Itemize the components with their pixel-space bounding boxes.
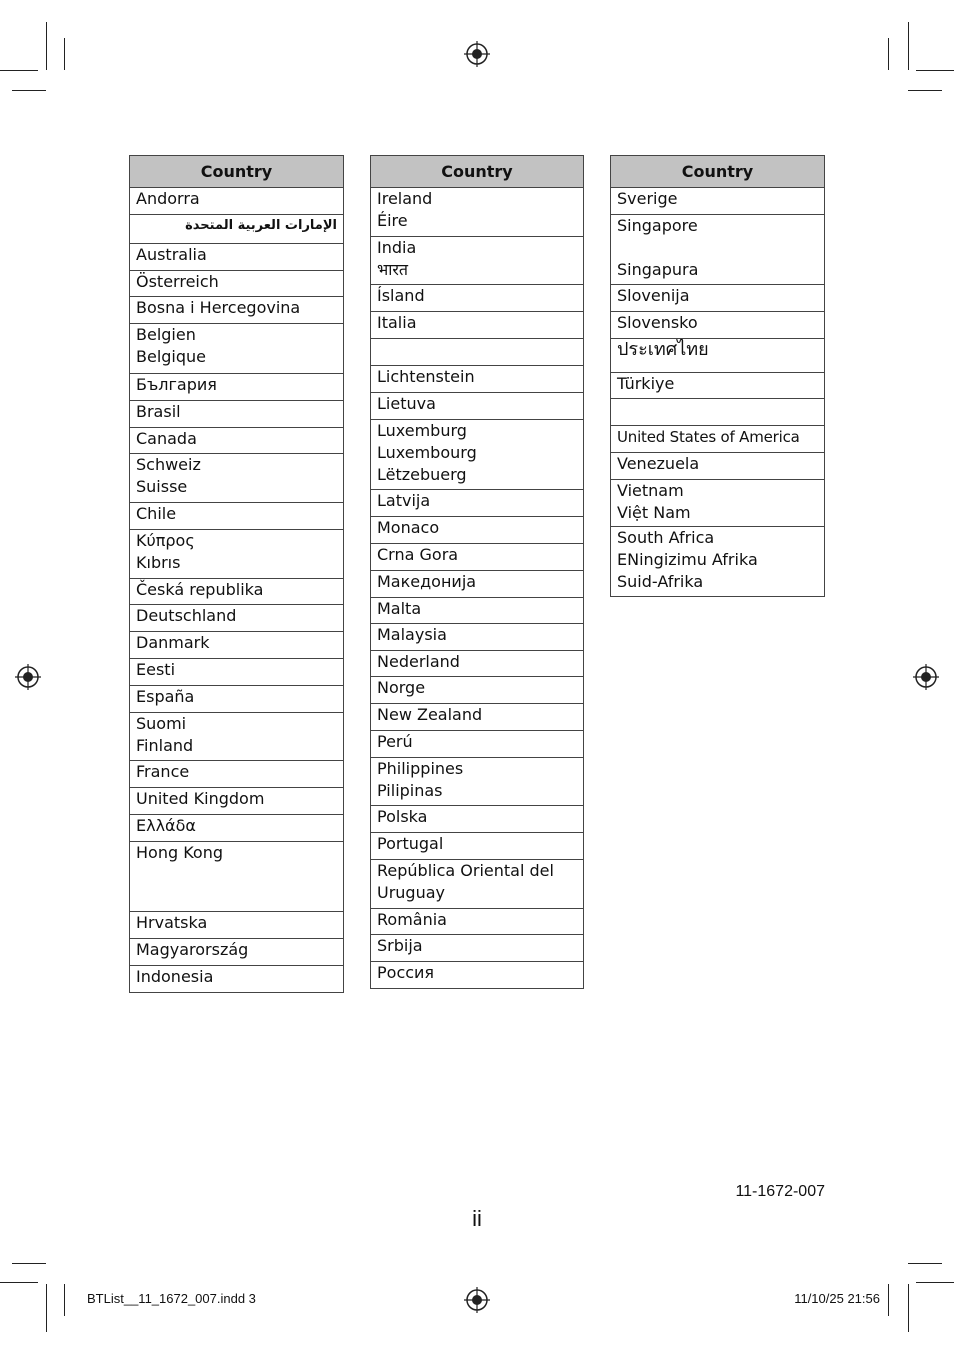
column-header-country: Country	[371, 156, 584, 188]
crop-mark	[888, 1284, 889, 1316]
crop-mark	[0, 70, 38, 71]
country-name: Slovenija	[611, 285, 825, 312]
country-name: Slovensko	[611, 312, 825, 339]
country-name: Österreich	[130, 271, 344, 297]
table-row	[371, 188, 584, 237]
country-name: Magyarország	[130, 939, 344, 966]
registration-mark-icon	[464, 1287, 490, 1313]
table-row	[611, 188, 825, 215]
country-name: Hong Kong	[130, 842, 344, 912]
table-row	[130, 713, 344, 761]
country-name: Canada	[130, 428, 344, 454]
table-row	[371, 677, 584, 704]
table-row	[371, 285, 584, 312]
country-name: Latvija	[371, 490, 584, 517]
country-name: Malta	[371, 598, 584, 624]
table-row	[371, 544, 584, 571]
table-row	[130, 939, 344, 966]
table-row	[371, 598, 584, 624]
country-name: România	[371, 909, 584, 935]
country-name: France	[130, 761, 344, 788]
table-row	[130, 632, 344, 659]
table-row	[611, 399, 825, 426]
table-row	[130, 815, 344, 842]
table-row	[611, 312, 825, 339]
country-name: ประเทศไทย	[611, 339, 825, 373]
country-name: Polska	[371, 806, 584, 833]
page-number: ii	[472, 1206, 482, 1231]
crop-mark	[46, 1284, 47, 1332]
table-row	[130, 966, 344, 993]
table-row	[130, 188, 344, 215]
table-row	[130, 215, 344, 244]
table-row	[371, 962, 584, 989]
crop-mark	[12, 90, 46, 91]
table-row	[130, 324, 344, 374]
table-row	[371, 833, 584, 860]
country-name: Crna Gora	[371, 544, 584, 571]
country-name: New Zealand	[371, 704, 584, 731]
crop-mark	[64, 38, 65, 70]
table-row	[371, 758, 584, 806]
crop-mark	[908, 1284, 909, 1332]
table-row	[371, 393, 584, 420]
table-row	[611, 480, 825, 527]
country-name: Россия	[371, 962, 584, 989]
document-number: 11-1672-007	[735, 1183, 825, 1200]
crop-mark	[888, 38, 889, 70]
crop-mark	[46, 22, 47, 70]
crop-mark	[908, 90, 942, 91]
country-name: Chile	[130, 503, 344, 530]
country-name: República Oriental del Uruguay	[371, 860, 584, 909]
country-name: United Kingdom	[130, 788, 344, 815]
country-name: Eesti	[130, 659, 344, 686]
table-row	[611, 215, 825, 285]
registration-mark-icon	[15, 664, 41, 690]
country-name: Philippines Pilipinas	[371, 758, 584, 806]
country-name: Suomi Finland	[130, 713, 344, 761]
crop-mark	[64, 1284, 65, 1316]
table-row	[371, 860, 584, 909]
table-row	[611, 453, 825, 480]
country-table-1	[129, 155, 344, 993]
table-row	[371, 651, 584, 677]
table-row	[371, 935, 584, 962]
country-name: الإمارات العربية المتحدة	[130, 215, 344, 244]
table-row	[371, 806, 584, 833]
table-row	[130, 530, 344, 579]
registration-mark-icon	[913, 664, 939, 690]
table-row	[371, 312, 584, 339]
crop-mark	[908, 22, 909, 70]
slug-datetime: 11/10/25 21:56	[794, 1291, 880, 1306]
table-row	[130, 842, 344, 912]
table-row	[130, 297, 344, 324]
country-name: Norge	[371, 677, 584, 704]
country-table-2	[370, 155, 584, 989]
country-name: India भारत	[371, 237, 584, 285]
crop-mark	[916, 1282, 954, 1283]
country-name: España	[130, 686, 344, 713]
country-name: South Africa ENingizimu Afrika Suid-Afrika	[611, 527, 825, 597]
table-row	[130, 454, 344, 503]
table-row	[371, 624, 584, 651]
table-row	[371, 571, 584, 598]
table-row	[371, 731, 584, 758]
slug-filename: BTList__11_1672_007.indd 3	[87, 1291, 256, 1306]
country-name: Sverige	[611, 188, 825, 215]
country-name: Venezuela	[611, 453, 825, 480]
country-name: Indonesia	[130, 966, 344, 993]
table-row	[611, 373, 825, 399]
country-name: Česká republika	[130, 579, 344, 605]
crop-mark	[0, 1282, 38, 1283]
table-row	[611, 285, 825, 312]
crop-mark	[916, 70, 954, 71]
country-name: Vietnam Việt Nam	[611, 480, 825, 527]
country-name: Deutschland	[130, 605, 344, 632]
table-row	[371, 366, 584, 393]
table-row	[611, 527, 825, 597]
country-name: Lichtenstein	[371, 366, 584, 393]
crop-mark	[908, 1263, 942, 1264]
country-name: Hrvatska	[130, 912, 344, 939]
table-row	[611, 339, 825, 373]
table-row	[130, 788, 344, 815]
country-name: Nederland	[371, 651, 584, 677]
country-name: Srbija	[371, 935, 584, 962]
table-row	[371, 517, 584, 544]
table-row	[130, 244, 344, 271]
country-name: Perú	[371, 731, 584, 758]
table-row	[130, 686, 344, 713]
country-name: Belgien Belgique	[130, 324, 344, 374]
country-name: Türkiye	[611, 373, 825, 399]
country-name: Ελλάδα	[130, 815, 344, 842]
table-row	[371, 420, 584, 490]
table-row	[611, 426, 825, 453]
country-name: България	[130, 374, 344, 401]
table-row	[130, 579, 344, 605]
column-header-country: Country	[130, 156, 344, 188]
crop-mark	[12, 1263, 46, 1264]
country-name: Australia	[130, 244, 344, 271]
country-name: Κύπρος Kıbrıs	[130, 530, 344, 579]
table-row	[130, 401, 344, 428]
registration-mark-icon	[464, 41, 490, 67]
country-name: Ireland Éire	[371, 188, 584, 237]
table-row	[371, 704, 584, 731]
table-row	[130, 503, 344, 530]
table-row	[130, 912, 344, 939]
country-name: Italia	[371, 312, 584, 339]
table-row	[130, 605, 344, 632]
table-row	[130, 659, 344, 686]
country-name	[371, 339, 584, 366]
country-name: Portugal	[371, 833, 584, 860]
country-name: United States of America	[611, 426, 825, 453]
table-row	[130, 271, 344, 297]
country-name	[611, 399, 825, 426]
table-row	[130, 428, 344, 454]
table-row	[371, 490, 584, 517]
country-table-3	[610, 155, 825, 597]
country-name: Andorra	[130, 188, 344, 215]
country-name: Malaysia	[371, 624, 584, 651]
table-row	[371, 237, 584, 285]
table-row	[371, 339, 584, 366]
country-name: Monaco	[371, 517, 584, 544]
table-row	[371, 909, 584, 935]
country-name: Luxemburg Luxembourg Lëtzebuerg	[371, 420, 584, 490]
country-name: Македонија	[371, 571, 584, 598]
country-name: Lietuva	[371, 393, 584, 420]
country-name: Schweiz Suisse	[130, 454, 344, 503]
country-name: Danmark	[130, 632, 344, 659]
table-row	[130, 761, 344, 788]
table-row	[130, 374, 344, 401]
column-header-country: Country	[611, 156, 825, 188]
country-name: Bosna i Hercegovina	[130, 297, 344, 324]
country-name: Brasil	[130, 401, 344, 428]
country-name: Ísland	[371, 285, 584, 312]
country-name: Singapore Singapura	[611, 215, 825, 285]
